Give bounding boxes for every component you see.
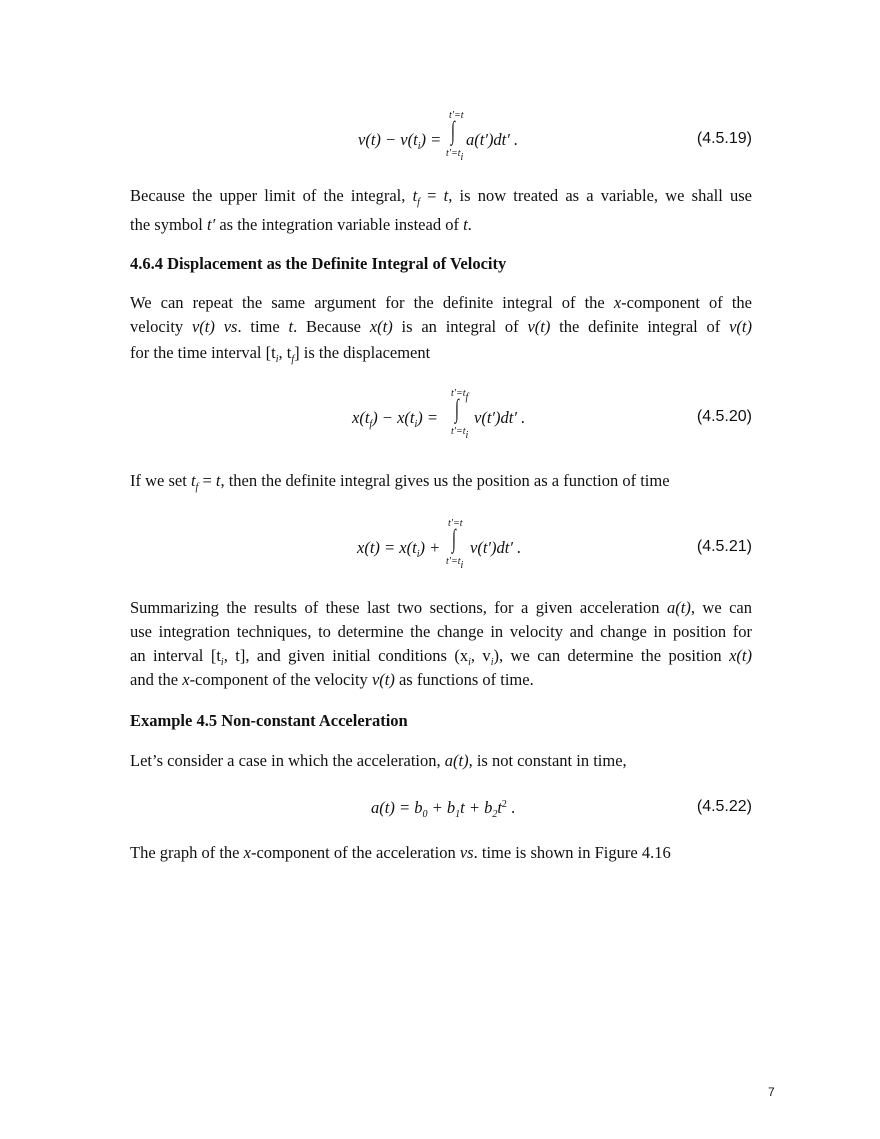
equation-4-5-21 bbox=[0, 518, 880, 578]
section-heading: 4.6.4 Displacement as the Definite Integral of Velocity bbox=[130, 254, 507, 273]
integral-upper-limit: t′=t bbox=[448, 518, 463, 529]
integral-sign: ∫ bbox=[451, 116, 455, 145]
equation-lhs: $x(t_f) - x(t_i)$ = bbox=[352, 408, 439, 430]
paragraph-displacement: We can repeat the same argument for the definite integral of the x-component of the velocity v(t) vs. time t. Because x(t) is an integral of v(t) the definite integral of v(t) for the time interval [$t_i$, $t_f$] is the displacement bbox=[130, 293, 753, 365]
example-heading: Example 4.5 Non-constant Acceleration bbox=[130, 711, 408, 730]
integrand: a(t′)dt′ . bbox=[466, 130, 519, 149]
equation-number: (4.5.21) bbox=[696, 538, 752, 555]
page-number: 7 bbox=[768, 1085, 775, 1099]
equation-lhs: $x(t) = x(t_i)$ + bbox=[357, 538, 441, 560]
integral-upper-limit: t′=t bbox=[449, 110, 464, 121]
equation-number: (4.5.19) bbox=[696, 130, 752, 147]
equation-number: (4.5.22) bbox=[696, 798, 752, 815]
equation-number: (4.5.20) bbox=[696, 408, 752, 425]
paragraph-figure-reference: The graph of the x-component of the acceleration vs. time is shown in Figure 4.16 bbox=[130, 843, 671, 862]
integral-upper-limit: $t'=t_f$ bbox=[451, 388, 469, 403]
integral-sign: ∫ bbox=[455, 394, 459, 423]
equation-4-5-22 bbox=[0, 778, 880, 838]
equation-body: $a(t) = b_0 + b_1t + b_2t^2$ . bbox=[371, 798, 516, 820]
integral-lower-limit: $t'=t_i$ bbox=[446, 148, 464, 163]
paragraph-example-intro: Let’s consider a case in which the acceleration, a(t), is not constant in time, bbox=[130, 751, 627, 770]
paragraph-set-tf: If we set $t_f = t$, then the definite integral gives us the position as a function of time bbox=[130, 471, 670, 493]
equation-4-5-20 bbox=[0, 388, 880, 448]
integral-sign: ∫ bbox=[452, 524, 456, 553]
integrand: v(t′)dt′ . bbox=[474, 408, 526, 427]
paragraph-upper-limit: Because the upper limit of the integral, $t_f = t$, is now treated as a variable, we shall use the symbol t′ as the integration variable instead of t. bbox=[130, 186, 752, 234]
equation-4-5-19 bbox=[0, 110, 880, 170]
integral-lower-limit: $t'=t_i$ bbox=[451, 426, 469, 441]
paragraph-summary: Summarizing the results of these last two sections, for a given acceleration a(t), we can use integration techniques, to determine the change in velocity and change in position for an interval [$t_i$, t], and given initial conditions ($x_i$, $v_i$), we can determine the position x(t) and the x-component of the velocity v(t) as functions of time. bbox=[130, 598, 753, 689]
integrand: v(t′)dt′ . bbox=[470, 538, 522, 557]
equation-lhs: $v(t) - v(t_i)$ = bbox=[358, 130, 442, 152]
integral-lower-limit: $t'=t_i$ bbox=[446, 556, 464, 571]
